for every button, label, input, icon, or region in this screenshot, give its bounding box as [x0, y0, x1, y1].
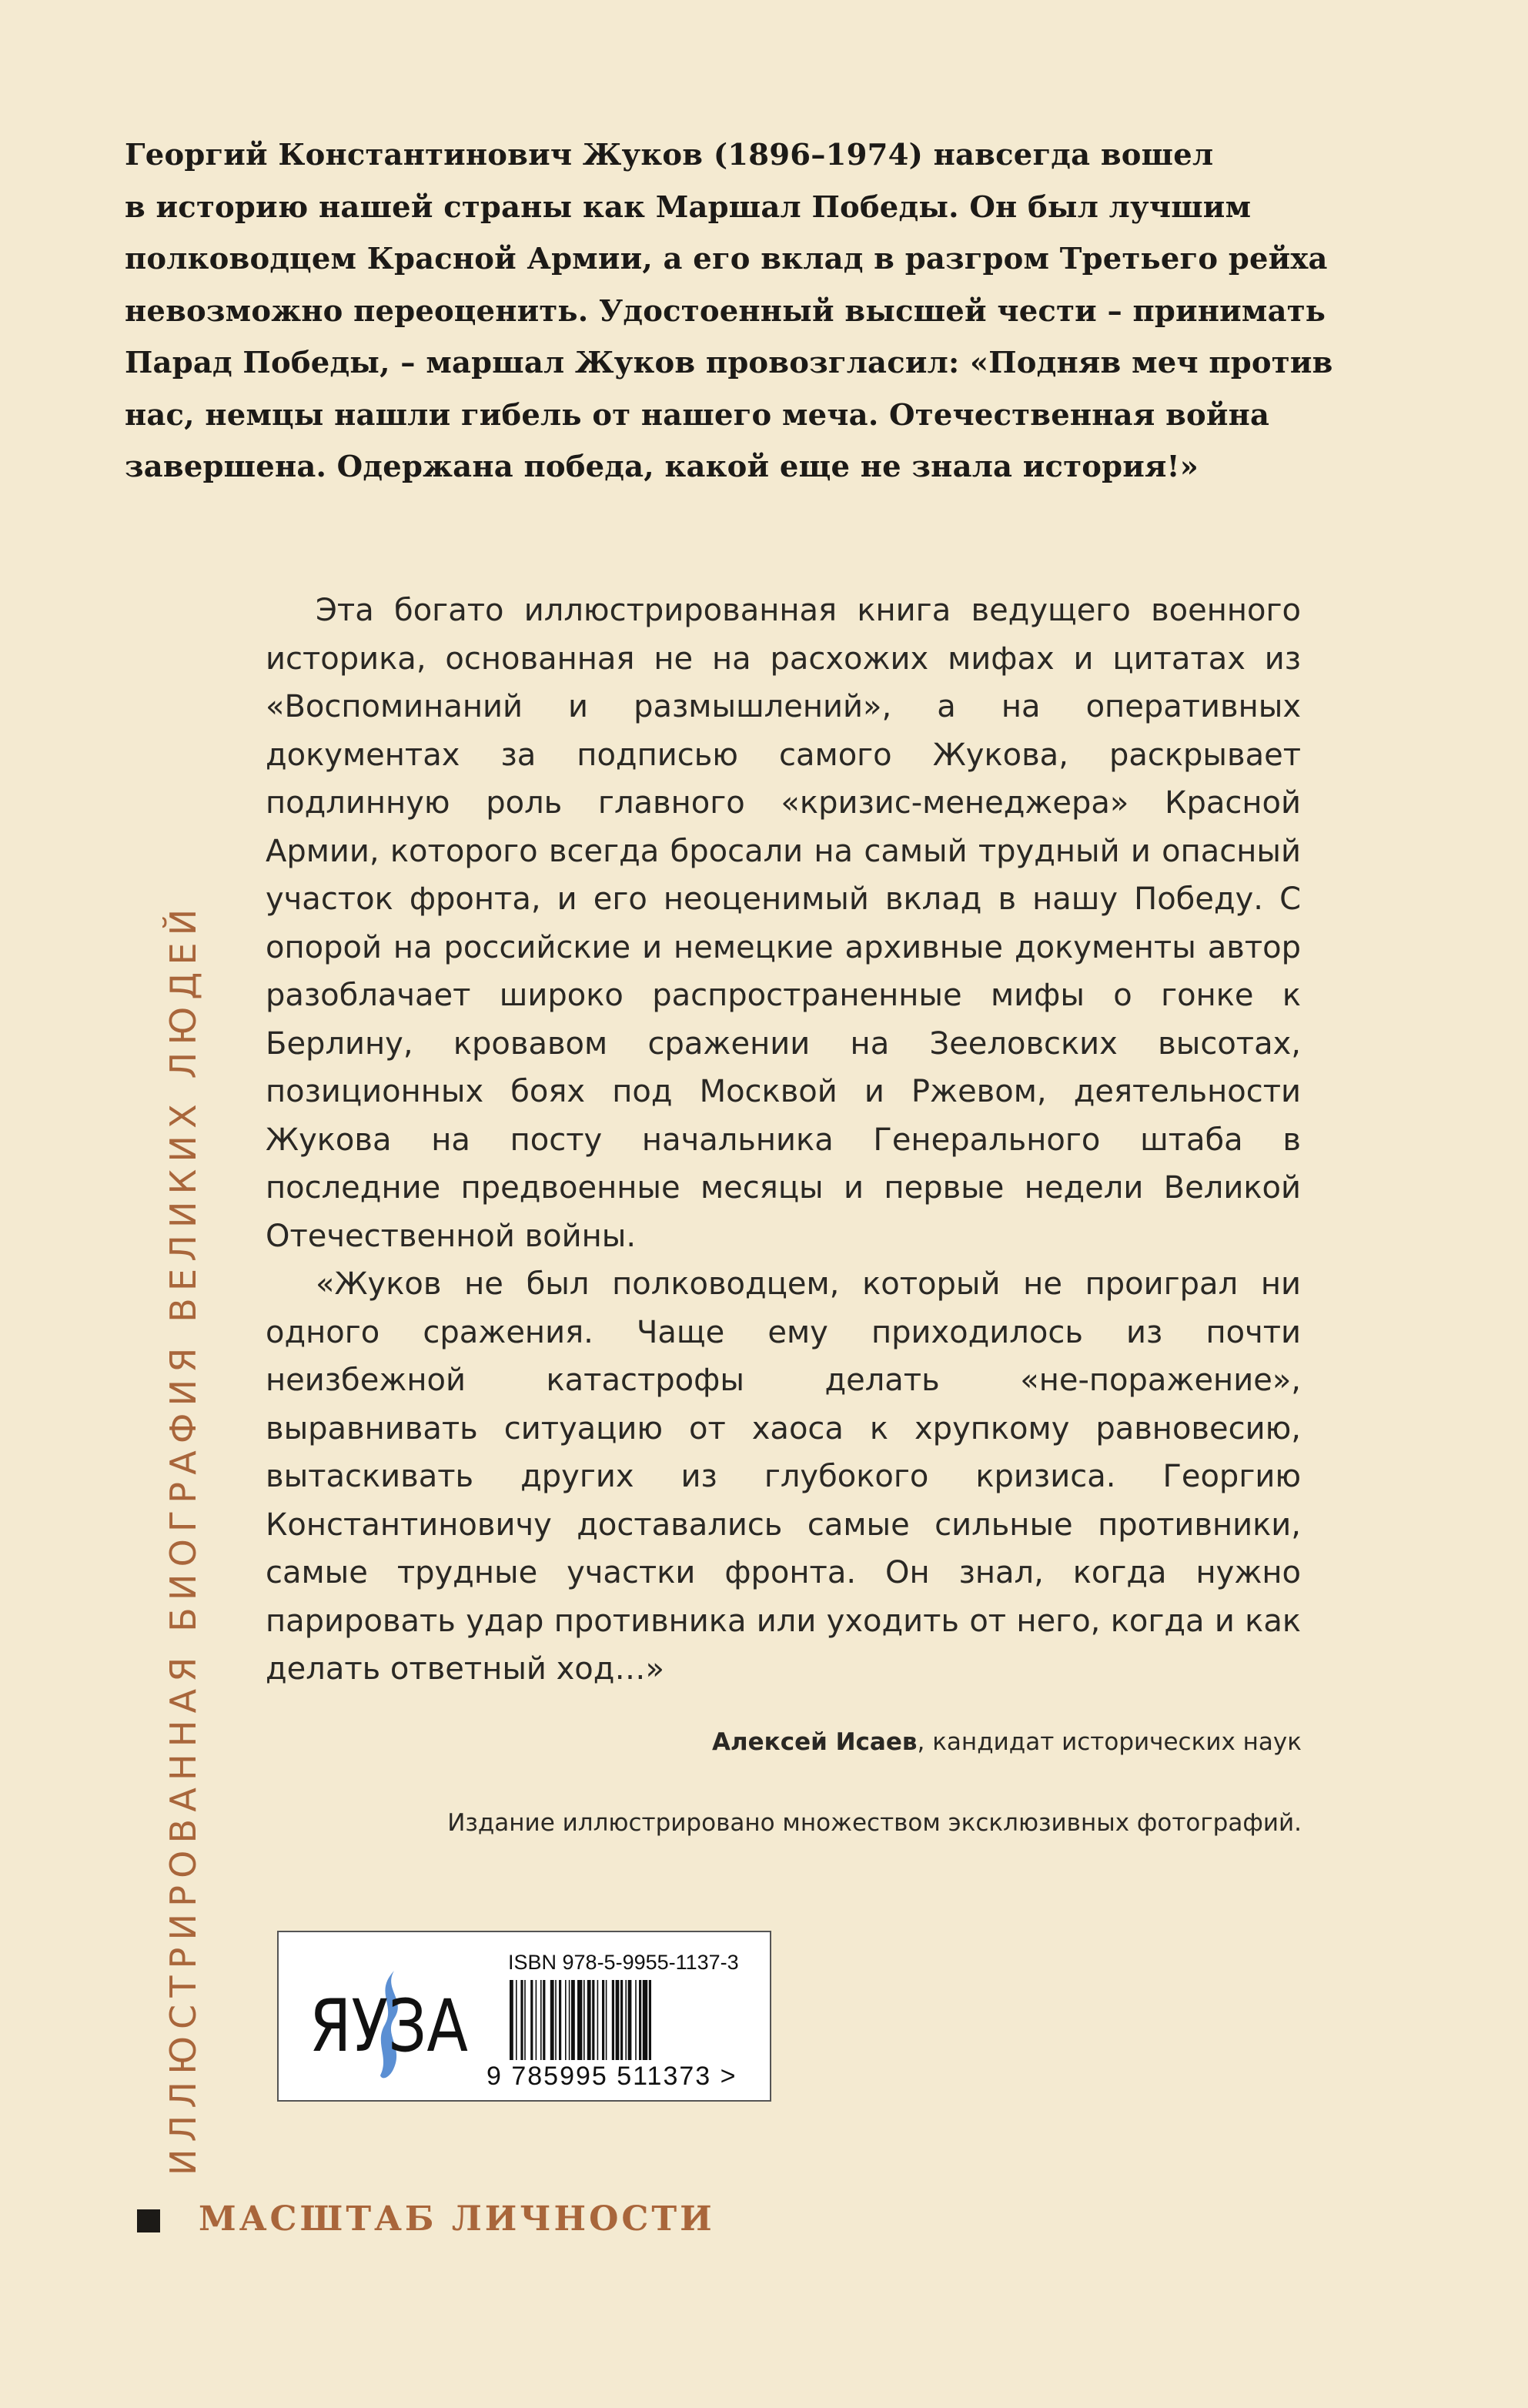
barcode-bar — [639, 1980, 641, 2060]
barcode-bar — [510, 1980, 513, 2060]
barcode-bar — [550, 1980, 554, 2060]
publisher-logo-text: ЯУЗА — [309, 1985, 468, 2069]
barcode-bar — [616, 1980, 620, 2060]
barcode-bar — [643, 1980, 647, 2060]
barcode-bar — [577, 1980, 582, 2060]
lead-line: Георгий Константинович Жуков (1896–1974) навсегда вошел — [125, 138, 1214, 172]
author-signature — [712, 1728, 1302, 1756]
barcode-bar — [530, 1980, 533, 2060]
barcode-bar — [536, 1980, 537, 2060]
barcode-bar — [540, 1980, 542, 2060]
quote-paragraph: «Жуков не был полководцем, который не проиграл ни одного сражения. Чаще ему приходилось из почти неизбежной катастрофы делать «не-поражение», выравнивать ситуацию от хаоса к хрупкому равновесию, вытаскивать других из глубокого кризиса. Георгию Константиновичу доставались самые сильные противники, самые трудные участки фронта. Он знал, когда нужно парировать удар противника или уходить от него, когда и как делать ответный ход…» — [266, 1266, 1301, 1687]
barcode-bar — [587, 1980, 591, 2060]
barcode-bar — [612, 1980, 614, 2060]
barcode-bar — [569, 1980, 570, 2060]
barcode-bar — [565, 1980, 567, 2060]
barcode-panel — [277, 1931, 771, 2102]
annotation-text — [266, 587, 1301, 1694]
lead-line: невозможно переоценить. Удостоенный высшей чести – принимать — [125, 293, 1326, 329]
barcode-bar — [625, 1980, 627, 2060]
barcode-bar — [602, 1980, 604, 2060]
author-title: , кандидат исторических наук — [917, 1728, 1302, 1756]
barcode-bar — [649, 1980, 651, 2060]
barcode-bar — [635, 1980, 637, 2060]
barcode-bar — [524, 1980, 526, 2060]
author-name: Алексей Исаев — [711, 1728, 918, 1756]
barcode-bar — [555, 1980, 557, 2060]
edition-note: Издание иллюстрировано множеством эксклюзивных фотографий. — [447, 1809, 1302, 1837]
series-bullet-icon — [137, 2209, 160, 2232]
ean-digits: 9 785995 511373 > — [486, 2062, 737, 2091]
barcode-bar — [543, 1980, 545, 2060]
lead-line: нас, немцы нашли гибель от нашего меча. Отечественная война — [125, 397, 1270, 433]
lead-line: Парад Победы, – маршал Жуков провозгласил: «Подняв меч против — [125, 346, 1333, 380]
barcode-bar — [571, 1980, 575, 2060]
lead-paragraph — [125, 129, 1418, 493]
barcode-bar — [592, 1980, 594, 2060]
barcode-bar — [516, 1980, 517, 2060]
lead-line: полководцем Красной Армии, а его вклад в разгром Третьего рейха — [125, 242, 1328, 276]
series-vertical-title: ИЛЛЮСТРИРОВАННАЯ БИОГРАФИЯ ВЕЛИКИХ ЛЮДЕЙ — [162, 901, 204, 2176]
ean-barcode — [510, 1980, 741, 2060]
barcode-bar — [620, 1980, 623, 2060]
barcode-bar — [559, 1980, 561, 2060]
lead-line: в историю нашей страны как Маршал Победы. Он был лучшим — [125, 189, 1252, 225]
barcode-bar — [606, 1980, 607, 2060]
series-name: МАСШТАБ ЛИЧНОСТИ — [199, 2199, 715, 2239]
barcode-bar — [628, 1980, 632, 2060]
barcode-bar — [583, 1980, 585, 2060]
lead-line: завершена. Одержана победа, какой еще не знала история!» — [125, 450, 1199, 484]
isbn-number: ISBN 978-5-9955-1137-3 — [508, 1951, 739, 1974]
barcode-bar — [597, 1980, 599, 2060]
publisher-logo — [308, 1957, 470, 2080]
barcode-bar — [520, 1980, 523, 2060]
annotation-paragraph: Эта богато иллюстрированная книга ведущего военного историка, основанная не на расхожих мифах и цитатах из «Воспоминаний и размышлений», а на оперативных документах за подписью самого Жукова, раскрывает подлинную роль главного «кризис-менеджера» Красной Армии, которого всегда бросали на самый трудный и опасный участок фронта, и его неоценимый вклад в нашу Победу. С опорой на российские и немецкие архивные документы автор разоблачает широко распространенные мифы о гонке к Берлину, кровавом сражении на Зееловских высотах, позиционных боях под Москвой и Ржевом, деятельности Жукова на посту начальника Генерального штаба в последние предвоенные месяцы и первые недели Великой Отечественной войны. — [266, 593, 1301, 1254]
